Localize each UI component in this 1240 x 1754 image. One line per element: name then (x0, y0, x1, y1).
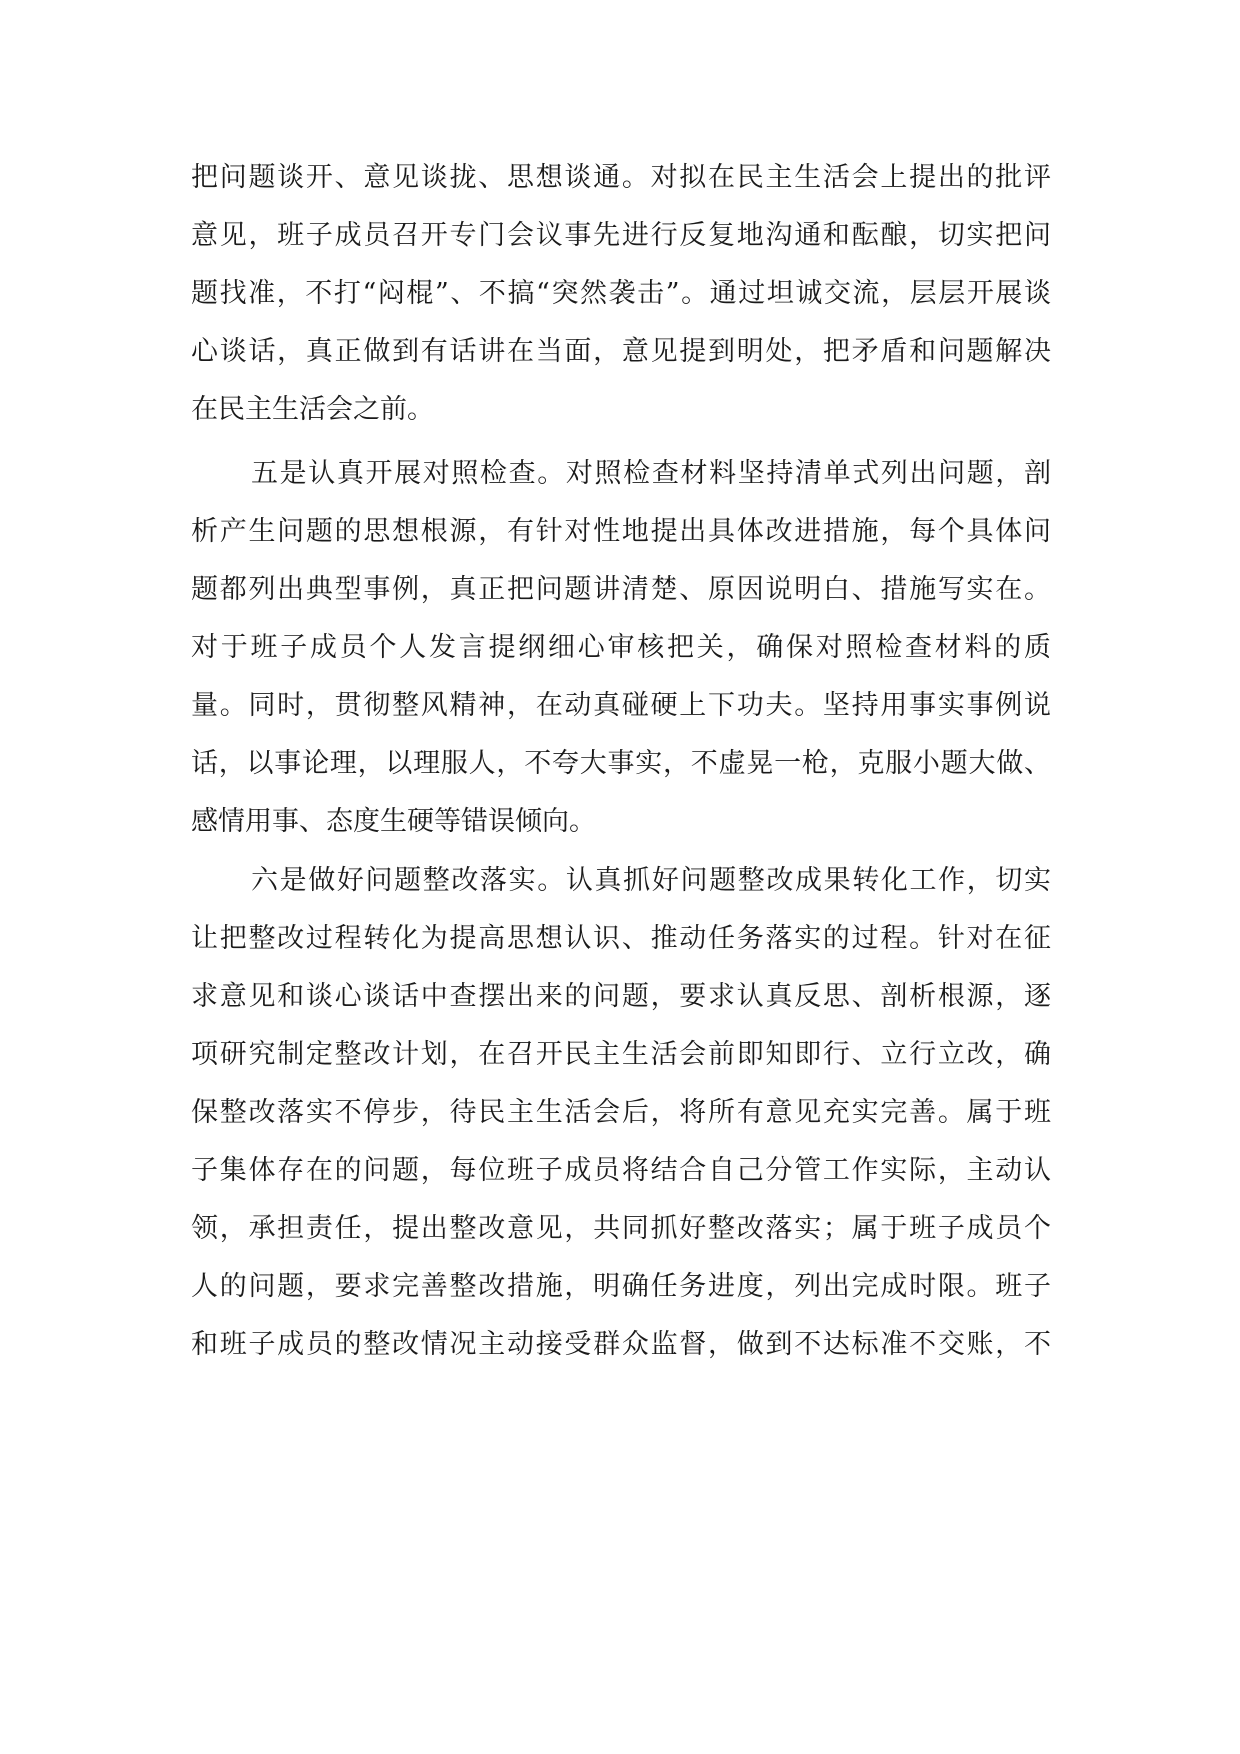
paragraph-continued (191, 149, 1051, 439)
text-line: 把问题谈开、意见谈拢、思想谈通。对拟在民主生活会上提出的批评 (191, 162, 1051, 193)
text-line: 感情用事、态度生硬等错误倾向。 (191, 806, 596, 837)
text-line: 子集体存在的问题，每位班子成员将结合自己分管工作实际，主动认 (191, 1155, 1051, 1186)
text-line: 保整改落实不停步，待民主生活会后，将所有意见充实完善。属于班 (191, 1097, 1051, 1128)
text-line: 六是做好问题整改落实。认真抓好问题整改成果转化工作，切实 (251, 865, 1051, 896)
text-line: 和班子成员的整改情况主动接受群众监督，做到不达标准不交账，不 (191, 1329, 1051, 1360)
text-line: 心谈话，真正做到有话讲在当面，意见提到明处，把矛盾和问题解决 (191, 336, 1051, 367)
text-line: 题都列出典型事例，真正把问题讲清楚、原因说明白、措施写实在。 (191, 574, 1051, 605)
text-line: 人的问题，要求完善整改措施，明确任务进度，列出完成时限。班子 (191, 1271, 1051, 1302)
paragraph-five (191, 445, 1051, 851)
text-line: 五是认真开展对照检查。对照检查材料坚持清单式列出问题，剖 (251, 458, 1051, 489)
text-line: 题找准，不打“闷棍”、不搞“突然袭击”。通过坦诚交流，层层开展谈 (191, 278, 1051, 309)
text-line: 领，承担责任，提出整改意见，共同抓好整改落实；属于班子成员个 (191, 1213, 1051, 1244)
text-line: 在民主生活会之前。 (191, 394, 434, 425)
text-line: 话，以事论理，以理服人，不夸大事实，不虚晃一枪，克服小题大做、 (191, 748, 1051, 779)
text-line: 量。同时，贯彻整风精神，在动真碰硬上下功夫。坚持用事实事例说 (191, 690, 1051, 721)
text-line: 析产生问题的思想根源，有针对性地提出具体改进措施，每个具体问 (191, 516, 1051, 547)
text-line: 意见，班子成员召开专门会议事先进行反复地沟通和酝酿，切实把问 (191, 220, 1051, 251)
text-line: 让把整改过程转化为提高思想认识、推动任务落实的过程。针对在征 (191, 923, 1051, 954)
text-line: 项研究制定整改计划，在召开民主生活会前即知即行、立行立改，确 (191, 1039, 1051, 1070)
text-line: 对于班子成员个人发言提纲细心审核把关，确保对照检查材料的质 (191, 632, 1051, 663)
text-line: 求意见和谈心谈话中查摆出来的问题，要求认真反思、剖析根源，逐 (191, 981, 1051, 1012)
paragraph-six (191, 852, 1051, 1374)
